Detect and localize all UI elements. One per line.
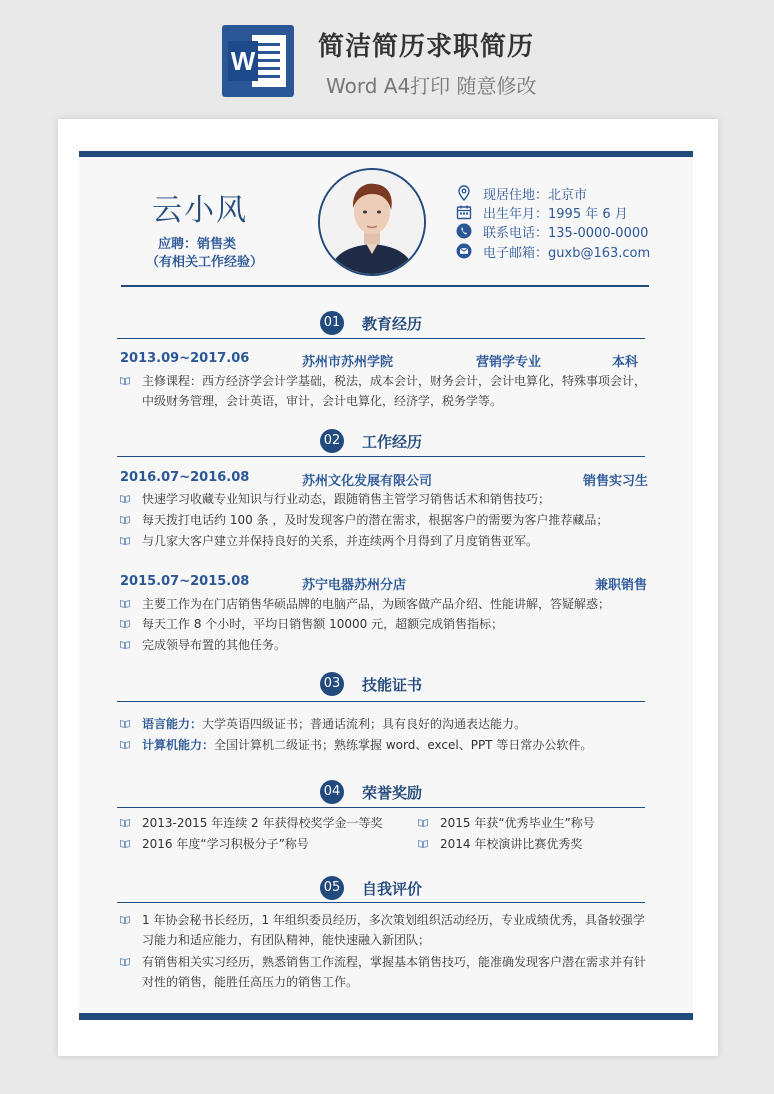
section-label: 荣誉奖励 [362,784,423,802]
edu-course: 主修课程：西方经济学会计学基础，税法，成本会计，财务会计，会计电算化，特殊事项会计，中级财务管理，会计英语，审计，会计电算化，经济学，税务学等。 [142,374,647,408]
info-label: 电子邮箱： [483,246,549,261]
book-icon [120,377,130,385]
info-value: 1995 年 6 月 [548,207,628,222]
section-divider [117,807,645,808]
section-number: 01 [320,311,344,335]
self-eval-text: 1 年协会秘书长经历，1 年组织委员经历，多次策划组织活动经历，专业成绩优秀，具备较强学习能力和适应能力，有团队精神，能快速融入新团队； [142,913,645,947]
page-banner [0,0,774,115]
book-icon [120,495,130,503]
info-value: guxb@163.com [548,246,651,261]
list-item-text: 快速学习收藏专业知识与行业动态，跟随销售主管学习销售话术和销售技巧； [142,492,551,506]
info-birth [456,203,656,221]
banner-title: 简洁简历求职简历 [318,32,535,62]
list-item [418,813,648,833]
list-item-text: 完成领导布置的其他任务。 [142,638,287,652]
info-location [456,184,656,202]
section-divider [117,456,645,457]
section-divider [117,701,645,702]
list-item [120,735,650,755]
list-item [120,910,650,952]
book-icon [418,840,428,848]
section-title-awards [320,780,520,806]
info-value: 135-0000-0000 [548,226,649,241]
word-logo-icon [222,25,294,97]
section-divider [117,338,645,339]
job-date: 2016.07~2016.08 [120,470,250,485]
info-label: 出生年月： [483,207,549,222]
edu-date: 2013.09~2017.06 [120,351,250,366]
book-icon [120,819,130,827]
list-item [120,714,650,734]
edu-degree: 本科 [612,355,639,370]
self-eval-text: 有销售相关实习经历，熟悉销售工作流程，掌握基本销售技巧，能准确发现客户潜在需求并有针对性的销售，能胜任高压力的销售工作。 [142,955,647,989]
job-role: 兼职销售 [595,578,648,593]
list-item-text: 与几家大客户建立并保持良好的关系，并连续两个月得到了月度销售亚军。 [142,534,539,548]
avatar [318,168,426,276]
book-icon [120,916,130,924]
apply-position: 应聘：销售类 [158,237,237,252]
book-icon [120,600,130,608]
edu-school: 苏州市苏州学院 [302,355,394,370]
book-icon [120,641,130,649]
book-icon [120,741,130,749]
book-icon [418,819,428,827]
list-item [120,489,650,509]
banner-subtitle: Word A4打印 随意修改 [326,74,537,98]
avatar-photo [320,170,424,274]
award-text: 2013-2015 年连续 2 年获得校奖学金一等奖 [142,816,383,830]
skill-key: 计算机能力： [142,738,215,752]
top-bar [79,151,693,157]
word-logo-letter: W [228,41,258,81]
section-title-skills [320,672,520,698]
list-item [120,614,650,634]
list-item-text: 主要工作为在门店销售华硕品牌的电脑产品，为顾客做产品介绍、性能讲解，答疑解惑； [142,597,611,611]
list-item [120,510,650,530]
book-icon [120,840,130,848]
section-number: 05 [320,876,344,900]
section-title-education [320,311,520,337]
location-icon [456,185,472,201]
section-number: 04 [320,780,344,804]
award-text: 2014 年校演讲比赛优秀奖 [440,837,583,851]
list-item [120,834,410,854]
info-phone [456,222,656,240]
info-label: 现居住地： [483,188,549,203]
email-icon [456,243,472,259]
info-email [456,242,656,260]
section-number: 03 [320,672,344,696]
edu-major: 营销学专业 [476,355,542,370]
section-divider [117,902,645,903]
award-text: 2015 年获“优秀毕业生”称号 [440,816,595,830]
book-icon [120,958,130,966]
list-item [120,813,410,833]
list-item [120,531,650,551]
list-item [120,635,650,655]
list-item [120,371,650,413]
award-text: 2016 年度“学习积极分子”称号 [142,837,309,851]
section-title-work [320,429,520,455]
skill-text: 全国计算机二级证书；熟练掌握 word、excel、PPT 等日常办公软件。 [214,738,593,752]
list-item-text: 每天拨打电话约 100 条 ，及时发现客户的潜在需求，根据客户的需要为客户推荐藏品； [142,513,609,527]
bottom-bar [79,1013,693,1020]
book-icon [120,620,130,628]
book-icon [120,516,130,524]
list-item [418,834,648,854]
section-label: 自我评价 [362,880,423,898]
apply-note: （有相关工作经验） [146,255,264,270]
info-label: 联系电话： [483,226,549,241]
list-item-text: 每天工作 8 个小时，平均日销售额 10000 元，超额完成销售指标； [142,617,504,631]
job-role: 销售实习生 [583,474,649,489]
job-company: 苏州文化发展有限公司 [302,474,433,489]
section-label: 工作经历 [362,433,423,451]
book-icon [120,537,130,545]
candidate-name: 云小风 [152,193,248,228]
skill-text: 大学英语四级证书；普通话流利；具有良好的沟通表达能力。 [202,717,527,731]
section-number: 02 [320,429,344,453]
section-label: 教育经历 [362,315,423,333]
phone-icon [456,223,472,239]
list-item [120,594,650,614]
job-date: 2015.07~2015.08 [120,574,250,589]
skill-key: 语言能力： [142,717,203,731]
book-icon [120,720,130,728]
section-label: 技能证书 [362,676,423,694]
job-company: 苏宁电器苏州分店 [302,578,407,593]
list-item [120,952,650,994]
section-title-self [320,876,520,902]
info-value: 北京市 [548,188,588,203]
calendar-icon [456,204,472,220]
header-divider [121,285,649,287]
